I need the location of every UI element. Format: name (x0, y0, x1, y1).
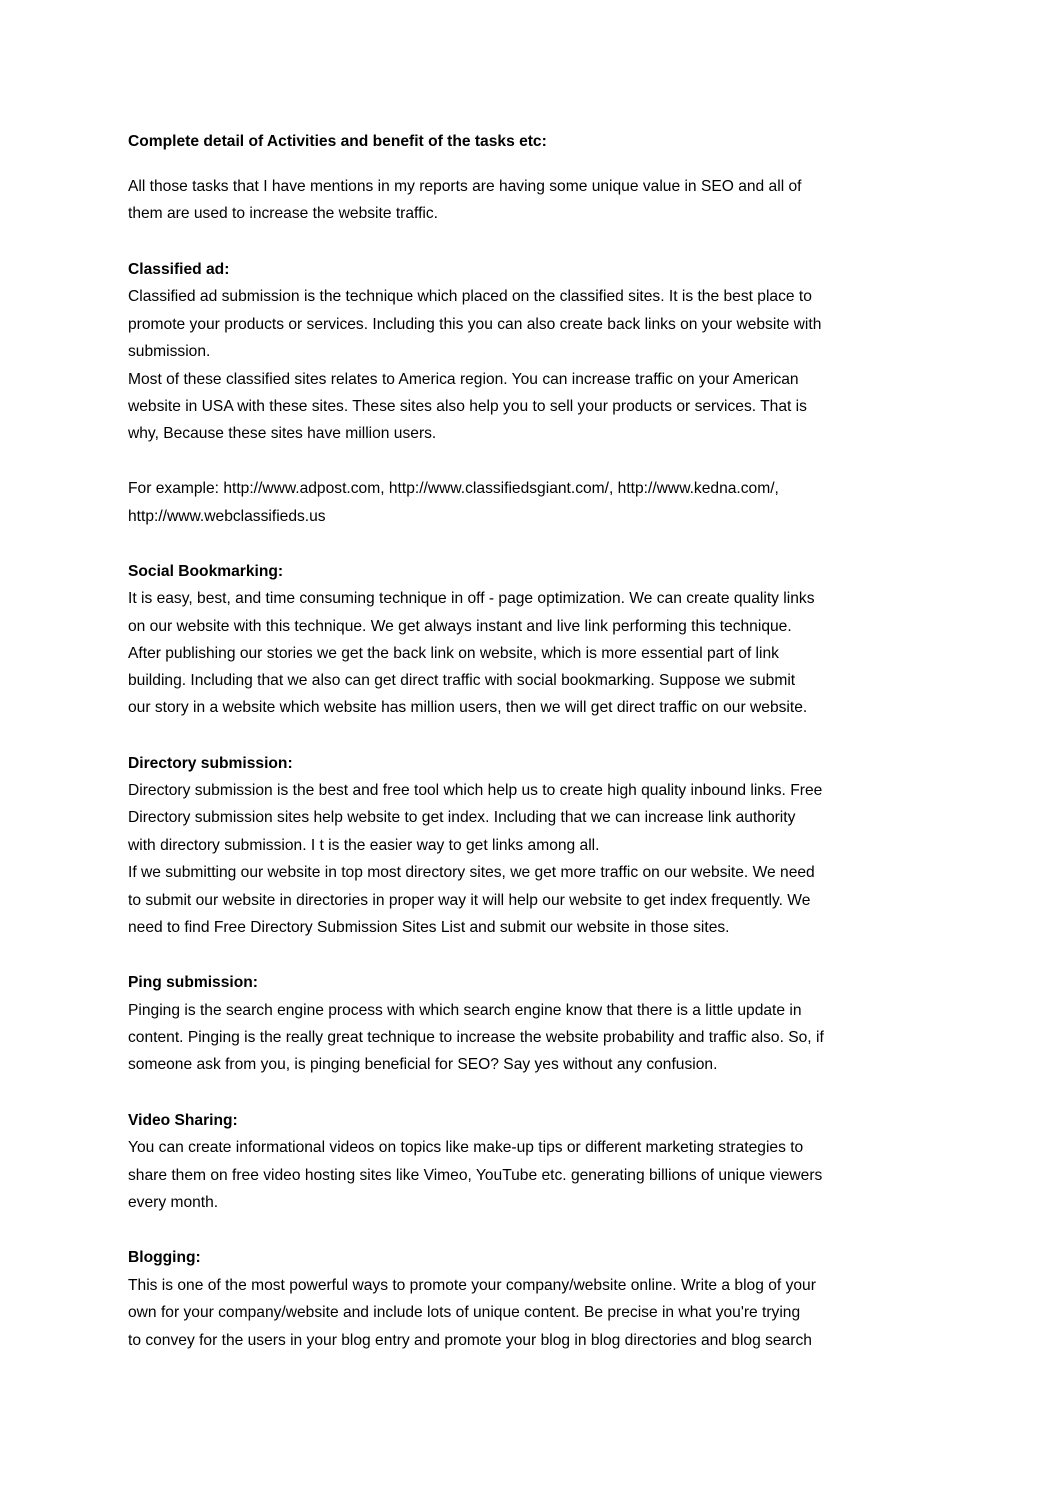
paragraph-line: to submit our website in directories in proper way it will help our website to get index frequently. We (128, 892, 811, 909)
document-title: Complete detail of Activities and benefit of the tasks etc: (128, 133, 547, 150)
paragraph-line: someone ask from you, is pinging beneficial for SEO? Say yes without any confusion. (128, 1056, 718, 1073)
paragraph-line: submission. (128, 343, 211, 360)
section-heading-directory-submission: Directory submission: (128, 755, 293, 772)
section-heading-blogging: Blogging: (128, 1249, 201, 1266)
paragraph-line: It is easy, best, and time consuming technique in off - page optimization. We can create quality links (128, 590, 815, 607)
section-heading-video-sharing: Video Sharing: (128, 1112, 238, 1129)
paragraph-line: need to find Free Directory Submission Sites List and submit our website in those sites. (128, 919, 730, 936)
example-links-line: http://www.webclassifieds.us (128, 508, 326, 525)
paragraph-line: every month. (128, 1194, 219, 1211)
paragraph-line: to convey for the users in your blog entry and promote your blog in blog directories and blog search (128, 1332, 812, 1349)
section-heading-ping-submission: Ping submission: (128, 974, 258, 991)
paragraph-line: Most of these classified sites relates to America region. You can increase traffic on your American (128, 371, 799, 388)
paragraph-line: why, Because these sites have million users. (128, 425, 437, 442)
section-heading-social-bookmarking: Social Bookmarking: (128, 563, 284, 580)
paragraph-line: Directory submission sites help website to get index. Including that we can increase link authority (128, 809, 796, 826)
paragraph-line: on our website with this technique. We get always instant and live link performing this technique. (128, 618, 792, 635)
intro-line: All those tasks that I have mentions in my reports are having some unique value in SEO and all of (128, 178, 802, 195)
paragraph-line: own for your company/website and include lots of unique content. Be precise in what you're trying (128, 1304, 801, 1321)
paragraph-line: If we submitting our website in top most directory sites, we get more traffic on our website. We need (128, 864, 815, 881)
paragraph-line: Classified ad submission is the technique which placed on the classified sites. It is the best place to (128, 288, 812, 305)
paragraph-line: building. Including that we also can get direct traffic with social bookmarking. Suppose we submit (128, 672, 796, 689)
paragraph-line: You can create informational videos on topics like make-up tips or different marketing strategies to (128, 1139, 804, 1156)
intro-line: them are used to increase the website traffic. (128, 205, 439, 222)
paragraph-line: with directory submission. I t is the easier way to get links among all. (128, 837, 600, 854)
paragraph-line: Directory submission is the best and free tool which help us to create high quality inbound links. Free (128, 782, 823, 799)
paragraph-line: website in USA with these sites. These sites also help you to sell your products or services. That is (128, 398, 807, 415)
paragraph-line: promote your products or services. Including this you can also create back links on your website with (128, 316, 822, 333)
paragraph-line: content. Pinging is the really great technique to increase the website probability and traffic also. So, if (128, 1029, 824, 1046)
paragraph-line: Pinging is the search engine process with which search engine know that there is a little update in (128, 1002, 802, 1019)
paragraph-line: This is one of the most powerful ways to promote your company/website online. Write a blog of your (128, 1277, 816, 1294)
paragraph-line: our story in a website which website has million users, then we will get direct traffic on our website. (128, 699, 808, 716)
section-heading-classified: Classified ad: (128, 261, 230, 278)
example-links-line: For example: http://www.adpost.com, http://www.classifiedsgiant.com/, http://www.kedna.com/, (128, 480, 779, 497)
paragraph-line: After publishing our stories we get the back link on website, which is more essential part of link (128, 645, 779, 662)
paragraph-line: share them on free video hosting sites like Vimeo, YouTube etc. generating billions of unique viewers (128, 1167, 823, 1184)
